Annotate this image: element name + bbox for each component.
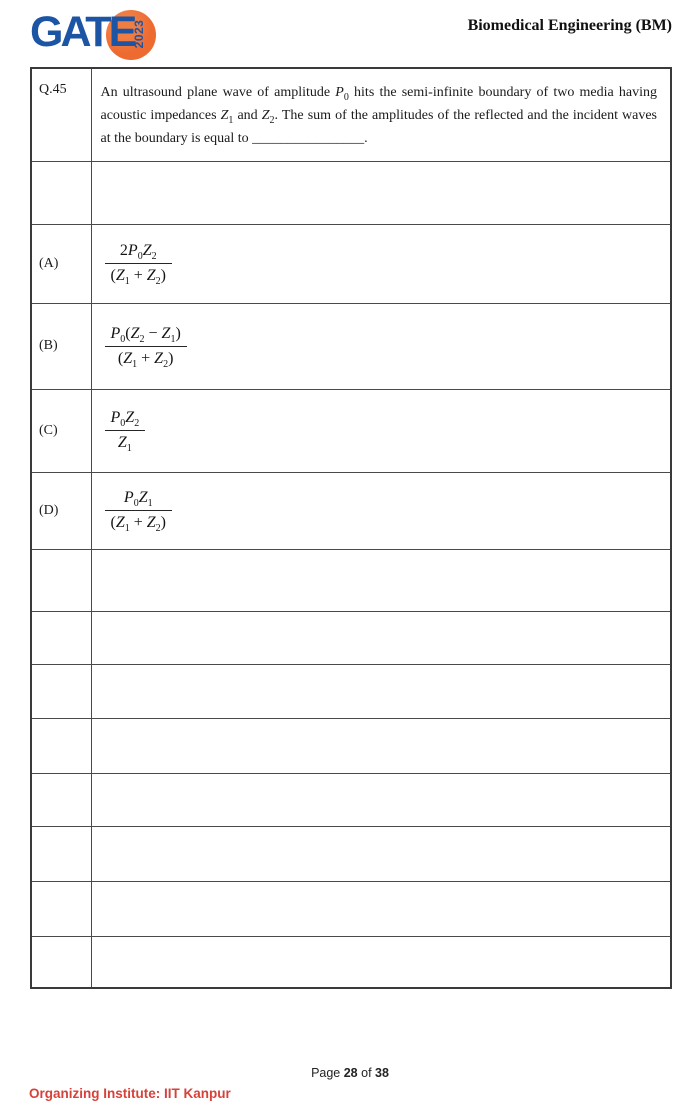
formula-numerator: $P_0(Z_2 - Z_1)$: [105, 324, 187, 347]
option-c-formula: [105, 408, 146, 453]
spacer-row: [31, 549, 671, 611]
organizing-institute: Organizing Institute: IIT Kanpur: [29, 1086, 231, 1101]
gate-logo: [30, 6, 170, 64]
paper-title: Biomedical Engineering (BM): [467, 17, 672, 34]
formula-numerator: $P_0Z_1$: [105, 488, 173, 511]
spacer-row: [31, 773, 671, 826]
formula-numerator: $2P_0Z_2$: [105, 241, 173, 264]
spacer-row: [31, 664, 671, 718]
option-b-formula: [105, 324, 187, 369]
option-row-d: [31, 472, 671, 549]
spacer-row: [31, 161, 671, 224]
question-number: Q.45: [31, 68, 91, 161]
formula-denominator: $Z_1$: [117, 434, 132, 455]
gate-logo-text: GATE: [30, 8, 135, 56]
spacer-row: [31, 826, 671, 881]
option-d-formula: [105, 488, 173, 533]
page-number: Page 28 of 38: [311, 1066, 389, 1080]
option-row-c: [31, 389, 671, 472]
question-table: [30, 67, 672, 989]
formula-numerator: $P_0Z_2$: [105, 408, 146, 431]
spacer-row: [31, 718, 671, 773]
question-row: [31, 68, 671, 161]
spacer-row: [31, 611, 671, 664]
option-b-label: (B): [31, 303, 91, 389]
formula-denominator: $(Z_1 + Z_2)$: [117, 349, 174, 370]
formula-denominator: $(Z_1 + Z_2)$: [110, 514, 166, 535]
option-row-a: [31, 224, 671, 303]
gate-logo-year: 2023: [132, 19, 146, 49]
option-a-label: (A): [31, 224, 91, 303]
formula-denominator: $(Z_1 + Z_2)$: [110, 267, 166, 288]
question-text: An ultrasound plane wave of amplitude $P_0$ hits the semi-infinite boundary of two media having acoustic impedances $Z_1$ and $Z_2$. The sum of the amplitudes of the reflected and the incident waves at the boundary is equal to ________________.: [100, 85, 658, 146]
option-c-label: (C): [31, 389, 91, 472]
spacer-row: [31, 881, 671, 936]
option-a-formula: [105, 241, 173, 286]
option-row-b: [31, 303, 671, 389]
page-header: [0, 0, 700, 67]
option-d-label: (D): [31, 472, 91, 549]
spacer-row: [31, 936, 671, 988]
